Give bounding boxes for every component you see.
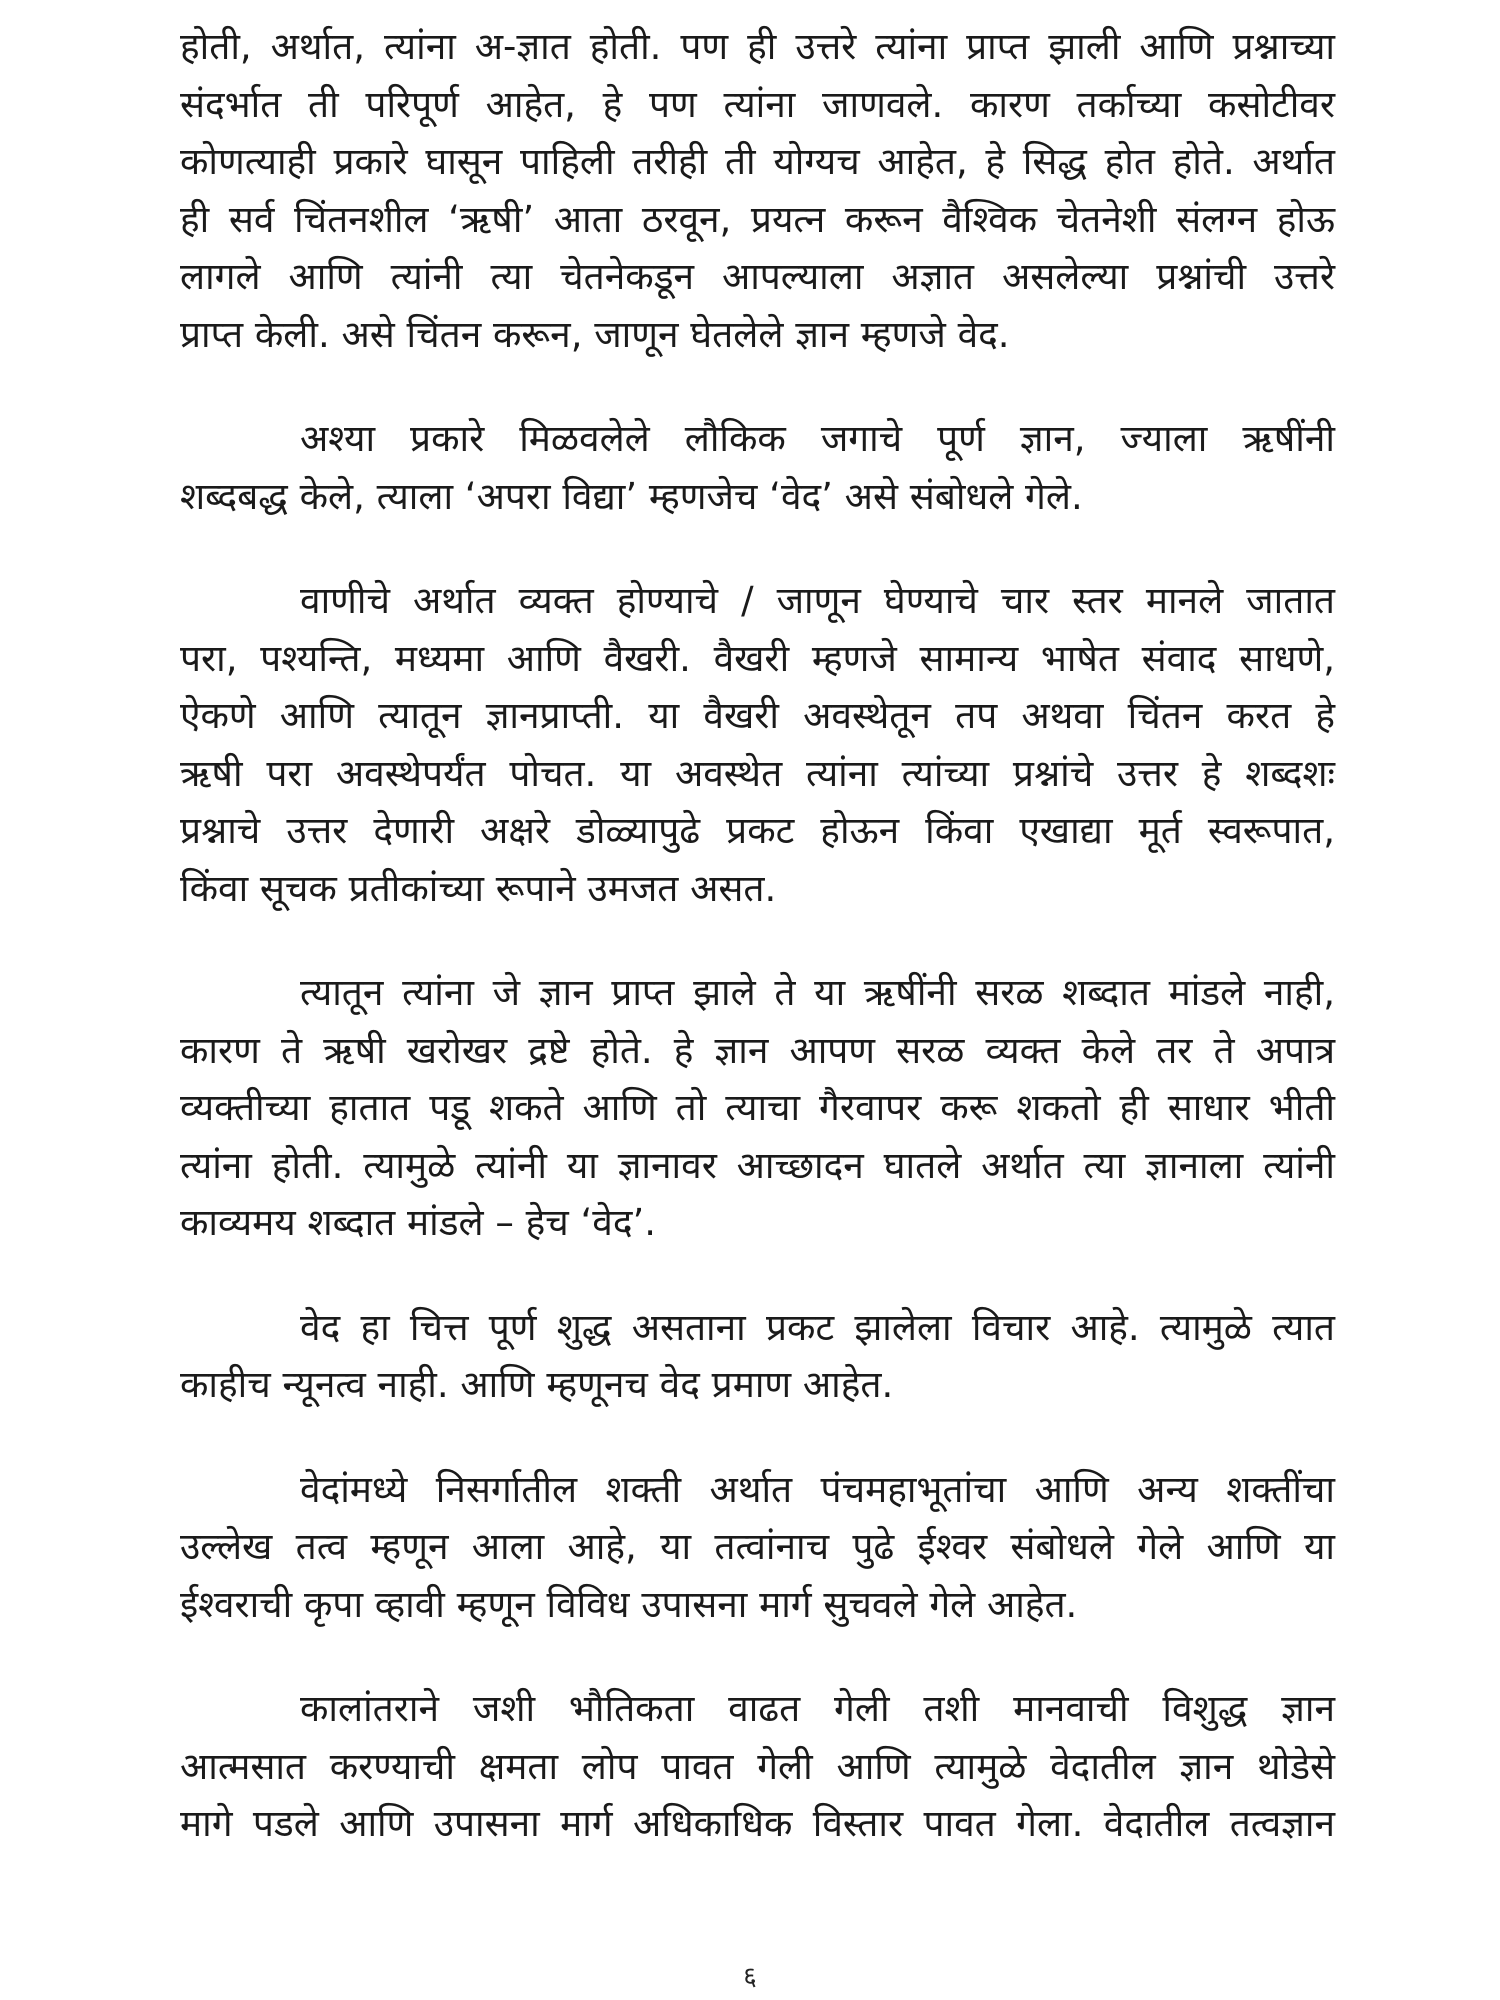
text-line: वाणीचे अर्थात व्यक्त होण्याचे / जाणून घेण्याचे चार स्तर मानले जातात	[300, 579, 1335, 622]
text-line: उल्लेख तत्व म्हणून आला आहे, या तत्वांनाच पुढे ईश्वर संबोधले गेले आणि या	[180, 1525, 1335, 1568]
paragraph	[180, 964, 1335, 1252]
paragraph	[180, 1461, 1335, 1634]
text-line: कोणत्याही प्रकारे घासून पाहिली तरीही ती योग्यच आहेत, हे सिद्ध होत होते. अर्थात	[180, 140, 1335, 183]
text-line: कालांतराने जशी भौतिकता वाढत गेली तशी मानवाची विशुद्ध ज्ञान	[300, 1687, 1335, 1730]
text-line: त्यातून त्यांना जे ज्ञान प्राप्त झाले ते या ऋषींनी सरळ शब्दात मांडले नाही,	[300, 971, 1335, 1014]
text-line: होती, अर्थात, त्यांना अ-ज्ञात होती. पण ही उत्तरे त्यांना प्राप्त झाली आणि प्रश्नाच्या	[180, 25, 1335, 68]
text-line: लागले आणि त्यांनी त्या चेतनेकडून आपल्याला अज्ञात असलेल्या प्रश्नांची उत्तरे	[180, 255, 1335, 298]
text-line: कारण ते ऋषी खरोखर द्रष्टे होते. हे ज्ञान आपण सरळ व्यक्त केले तर ते अपात्र	[180, 1028, 1335, 1072]
paragraph	[180, 410, 1335, 525]
text-line: ईश्वराची कृपा व्हावी म्हणून विविध उपासना मार्ग सुचवले गेले आहेत.	[180, 1582, 1078, 1626]
text-line: प्रश्नाचे उत्तर देणारी अक्षरे डोळ्यापुढे प्रकट होऊन किंवा एखाद्या मूर्त स्वरूपात,	[180, 809, 1335, 852]
paragraph	[180, 1299, 1335, 1414]
text-line: ही सर्व चिंतनशील ‘ऋषी’ आता ठरवून, प्रयत्न करून वैश्विक चेतनेशी संलग्न होऊ	[180, 197, 1335, 241]
paragraph	[180, 1680, 1335, 1853]
text-line: वेद हा चित्त पूर्ण शुद्ध असताना प्रकट झालेला विचार आहे. त्यामुळे त्यात	[300, 1305, 1335, 1349]
paragraph	[180, 18, 1335, 363]
text-line: किंवा सूचक प्रतीकांच्या रूपाने उमजत असत.	[180, 866, 777, 910]
text-line: आत्मसात करण्याची क्षमता लोप पावत गेली आणि त्यामुळे वेदातील ज्ञान थोडेसे	[180, 1744, 1335, 1788]
text-line: मागे पडले आणि उपासना मार्ग अधिकाधिक विस्तार पावत गेला. वेदातील तत्वज्ञान	[180, 1802, 1335, 1845]
text-line: वेदांमध्ये निसर्गातील शक्ती अर्थात पंचमहाभूतांचा आणि अन्य शक्तींचा	[300, 1467, 1335, 1511]
paragraph	[180, 572, 1335, 917]
body-text	[180, 18, 1335, 1900]
text-line: काहीच न्यूनत्व नाही. आणि म्हणूनच वेद प्रमाण आहेत.	[180, 1363, 894, 1406]
page-number: ६	[743, 1962, 757, 1992]
text-line: काव्यमय शब्दात मांडले – हेच ‘वेद’.	[180, 1201, 657, 1244]
text-line: शब्दबद्ध केले, त्याला ‘अपरा विद्या’ म्हणजेच ‘वेद’ असे संबोधले गेले.	[180, 474, 1083, 518]
text-line: ऐकणे आणि त्यातून ज्ञानप्राप्ती. या वैखरी अवस्थेतून तप अथवा चिंतन करत हे	[180, 694, 1335, 737]
text-line: ऋषी परा अवस्थेपर्यंत पोचत. या अवस्थेत त्यांना त्यांच्या प्रश्नांचे उत्तर हे शब्दशः	[180, 751, 1335, 795]
text-line: व्यक्तीच्या हातात पडू शकते आणि तो त्याचा गैरवापर करू शकतो ही साधार भीती	[180, 1086, 1335, 1129]
text-line: संदर्भात ती परिपूर्ण आहेत, हे पण त्यांना जाणवले. कारण तर्काच्या कसोटीवर	[180, 82, 1335, 126]
text-line: त्यांना होती. त्यामुळे त्यांनी या ज्ञानावर आच्छादन घातले अर्थात त्या ज्ञानाला त्यांनी	[180, 1143, 1335, 1187]
text-line: प्राप्त केली. असे चिंतन करून, जाणून घेतलेले ज्ञान म्हणजे वेद.	[180, 312, 1010, 356]
text-line: परा, पश्यन्ति, मध्यमा आणि वैखरी. वैखरी म्हणजे सामान्य भाषेत संवाद साधणे,	[180, 636, 1335, 680]
text-line: अश्या प्रकारे मिळवलेले लौकिक जगाचे पूर्ण ज्ञान, ज्याला ऋषींनी	[300, 417, 1335, 460]
